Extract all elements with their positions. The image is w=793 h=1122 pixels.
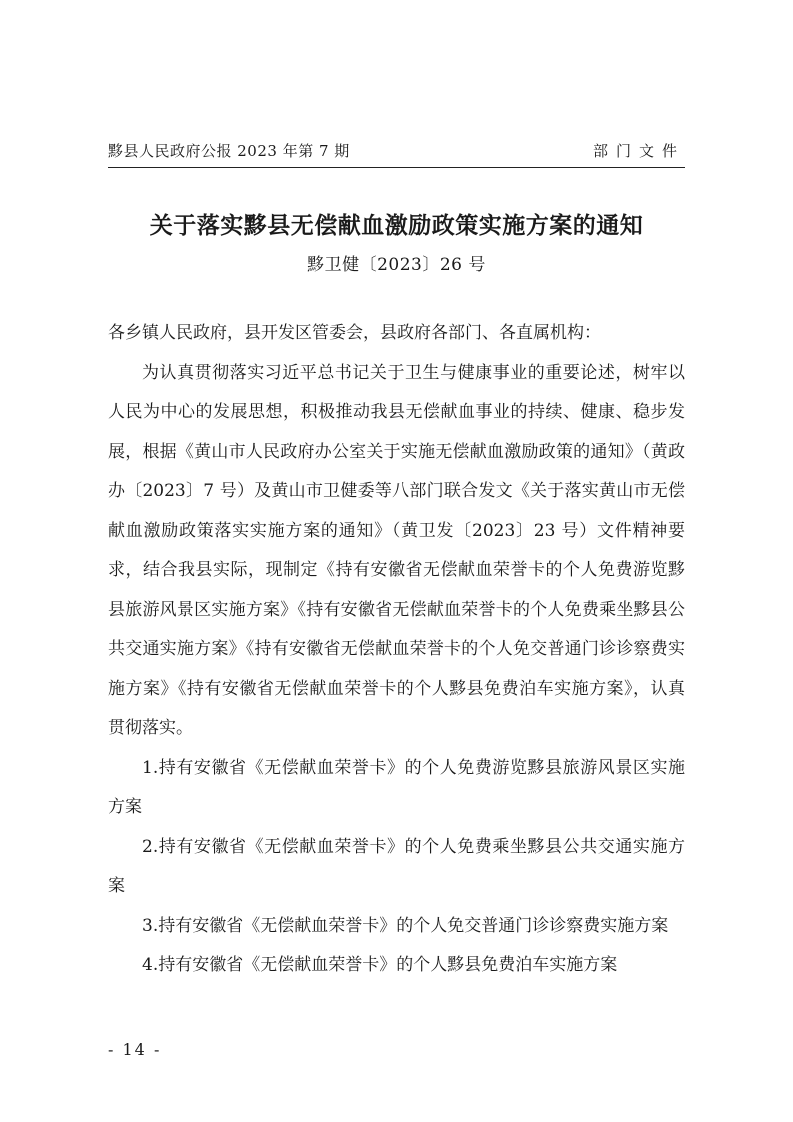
list-item-4: 4.持有安徽省《无偿献血荣誉卡》的个人黟县免费泊车实施方案	[142, 955, 618, 975]
document-number: 黟卫健〔2023〕26 号	[307, 255, 486, 275]
list-item-3: 3.持有安徽省《无偿献血荣誉卡》的个人免交普通门诊诊察费实施方案	[142, 915, 669, 936]
list-item-2: 2.持有安徽省《无偿献血荣誉卡》的个人免费乘坐黟县公共交通实施方案	[108, 836, 685, 896]
section-name: 部门文件	[592, 142, 685, 160]
header-rule	[108, 167, 685, 168]
page-header	[108, 140, 685, 166]
document-body	[108, 314, 685, 986]
salutation: 各乡镇人民政府，县开发区管委会，县政府各部门、各直属机构：	[108, 323, 601, 343]
page-number: - 14 -	[108, 1040, 162, 1059]
publication-name: 黟县人民政府公报 2023 年第 7 期	[108, 142, 350, 160]
list-item-1: 1.持有安徽省《无偿献血荣誉卡》的个人免费游览黟县旅游风景区实施方案	[108, 757, 685, 817]
document-title: 关于落实黟县无偿献血激励政策实施方案的通知	[149, 212, 644, 239]
main-paragraph: 为认真贯彻落实习近平总书记关于卫生与健康事业的重要论述，树牢以人民为中心的发展思想，积极推动我县无偿献血事业的持续、健康、稳步发展，根据《黄山市人民政府办公室关于实施无偿献血激励政策的通知》（黄政办〔2023〕7 号）及黄山市卫健委等八部门联合发文《关于落实黄山市无偿献血激励政策落实实施方案的通知》（黄卫发〔2023〕23 号）文件精神要求，结合我县实际，现制定《持有安徽省无偿献血荣誉卡的个人免费游览黟县旅游风景区实施方案》《持有安徽省无偿献血荣誉卡的个人免费乘坐黟县公共交通实施方案》《持有安徽省无偿献血荣誉卡的个人免交普通门诊诊察费实施方案》《持有安徽省无偿献血荣誉卡的个人黟县免费泊车实施方案》，认真贯彻落实。	[108, 362, 685, 738]
